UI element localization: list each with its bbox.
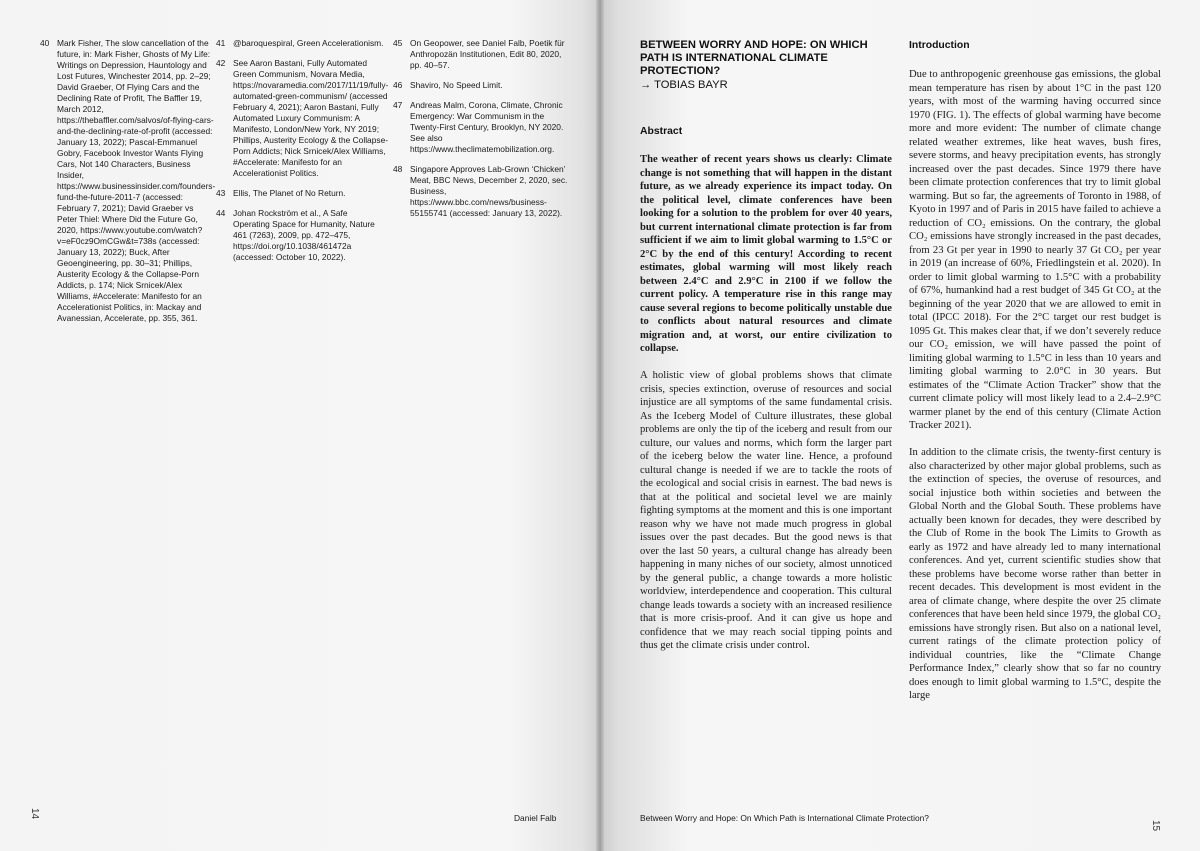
footnote-text: See Aaron Bastani, Fully Automated Green Communism, Novara Media, https://novaramedia.com/2017/11/19/fully-automated-green-communism/ (accessed February 4, 2021); Aaron Bastani, Fully Automated Luxury Communism: A Manifesto, London/New York, NY 2019; Phillips, Austerity Ecology & the Collapse-Porn Addicts; Nick Srnicek/Alex Williams, #Accelerate: Manifesto for an Accelerationist Politics. [233,58,389,178]
footnote-number: 40 [40,38,50,48]
notes-column-1 [40,38,216,333]
footnote-number: 46 [393,80,403,90]
footnote [216,208,384,263]
footnote [216,188,384,199]
article-title: BETWEEN WORRY AND HOPE: ON WHICH PATH IS INTERNATIONAL CLIMATE PROTECTION? [640,39,868,77]
footnote-number: 45 [393,38,403,48]
footnote-text: Mark Fisher, The slow cancellation of the future, in: Mark Fisher, Ghosts of My Life: Writings on Depression, Hauntology and Lost Futures, Winchester 2014, pp. 2–29; David Graeber, Of Flying Cars and the Declining Rate of Profit, The Baffler 19, March 2012, https://thebaffler.com/salvos/of-flying-cars-and-the-declining-rate-of-profit (accessed: January 13, 2022); Pascal-Emmanuel Gobry, Facebook Investor Wants Flying Cars, Not 140 Characters, Business Insider, https://www.businessinsider.com/founders-fund-the-future-2011-7 (accessed: February 7, 2021); David Graeber vs Peter Thiel: Where Did the Future Go, 2020, https://www.youtube.com/watch?v=eF0cz9OmCGw&t=738s (accessed: January 13, 2022); Buck, After Geoengineering, pp. 30–31; Phillips, Austerity Ecology & the Collapse-Porn Addicts, p. 174; Nick Srnicek/Alex Williams, #Accelerate: Manifesto for an Accelerationist Politics, in: Mackay and Avanessian, Accelerate, pp. 355, 361. [57,38,216,323]
introduction-heading: Introduction [909,40,970,51]
footnote-text: @baroquespiral, Green Accelerationism. [233,38,384,48]
footnote [393,38,569,71]
notes-column-3 [393,38,569,228]
abstract-paragraph: The weather of recent years shows us clearly: Climate change is not something that will happen in the distant future, as we already experience its impact today. On the political level, climate conferences have been looking for a solution to the problem for over 40 years, but current international climate protection is far from sufficient if we aim to limit global warming to 1.5°C or 2°C by the end of this century! According to recent estimates, global warming will most likely reach between 2.4°C and 2.9°C in 2100 if we follow the current policy. A temperature rise in this range may cause several regions to become politically unstable due to conflicts about natural resources and climate migration and, at worst, our entire civilization to collapse. [640,154,892,354]
footnote [216,58,389,179]
footnote [393,100,569,155]
footnote-text: Singapore Approves Lab-Grown ‘Chicken’ Meat, BBC News, December 2, 2020, sec. Business, https://www.bbc.com/news/business-55155741 (accessed: January 13, 2022). [410,164,568,218]
abstract-paragraph: A holistic view of global problems shows that climate crisis, species extinction, overuse of resources and social injustice are all symptoms of the same fundamental crisis. As the Iceberg Model of Culture illustrates, these global problems are only the tip of the iceberg and result from our culture, our values and norms, which form the larger part of the iceberg below the water line. Hence, a profound cultural change is needed if we are to tackle the roots of the ecological and social crisis in earnest. The bad news is that at the political and societal level we are mainly fighting symptoms at the moment and this is one important reason why we have not made much progress in global issues over the past decades. But the good news is that over the last 50 years, a cultural change has already been happening in many niches of our society, almost unnoticed by the general public, a change towards a more holistic worldview, interdependence and cooperation. This cultural change leads towards a society with an increased resilience that is more crisis-proof. And it can give us hope and confidence that we may reach social tipping points and thus get the climate crisis under control. [640,370,892,651]
page-number-right: 15 [1150,820,1161,832]
abstract-heading: Abstract [640,126,683,137]
footnote [393,164,569,219]
introduction-body [909,68,1161,716]
footnote-number: 48 [393,164,403,174]
footnote-number: 42 [216,58,226,68]
footnote-number: 41 [216,38,226,48]
article-author: → TOBIAS BAYR [640,79,728,91]
book-gutter [596,0,604,851]
running-head-left: Daniel Falb [514,813,557,823]
footnote [393,80,569,91]
footnote-number: 44 [216,208,226,218]
abstract-body [640,153,892,666]
footnote-text: Ellis, The Planet of No Return. [233,188,346,198]
footnote-text: On Geopower, see Daniel Falb, Poetik für Anthropozän Institutionen, Edit 80, 2020, pp. 40–57. [410,38,565,70]
footnote-text: Johan Rockström et al., A Safe Operating Space for Humanity, Nature 461 (7263), 2009, pp. 472–475, https://doi.org/10.1038/461472a (accessed: October 10, 2022). [233,208,375,262]
notes-column-2 [216,38,389,272]
page-number-left: 14 [29,808,40,820]
footnote-text: Andreas Malm, Corona, Climate, Chronic Emergency: War Communism in the Twenty-First Century, Brooklyn, NY 2020. See also https://www.theclimatemobilization.org. [410,100,564,154]
footnote-number: 43 [216,188,226,198]
footnote-number: 47 [393,100,403,110]
introduction-paragraph: In addition to the climate crisis, the twenty-first century is also characterized by other major global problems, such as the extinction of species, the overuse of resources, and social injustice both within societies and between the Global North and the Global South. These problems have actually been known for decades, they were described by the Club of Rome in the book The Limits to Growth as early as 1972 and have already led to many international conferences. And yet, current scientific studies show that these problems have become worse rather than better in recent decades. This development is most evident in the area of climate change, where despite the over 25 climate conferences that have been held since 1979, the global CO₂ emissions have strongly risen. But also on a national level, current ratings of the climate protection policy of individual countries, like the “Climate Change Performance Index,” clearly show that so far no country does enough to limit global warming to 1.5°C, despite the large [909,447,1161,701]
running-head-right: Between Worry and Hope: On Which Path is International Climate Protection? [640,813,929,823]
footnote [40,38,216,324]
footnote-text: Shaviro, No Speed Limit. [410,80,503,90]
footnote [216,38,384,49]
introduction-paragraph: Due to anthropogenic greenhouse gas emissions, the global mean temperature has risen by about 1°C in the past 120 years, with most of the warming having occurred since 1970 (FIG. 1). The effects of global warming have become more and more evident: The number of climate change related weather extremes, like heat waves, bush fires, severe storms, and heavy precipitation events, has strongly increased over the past decades. Since 1979 there have been climate protection conferences that try to limit global warming. But so far, the agreements of Toronto in 1988, of Kyoto in 1997 and of Paris in 2015 have failed to achieve a reduction of CO₂ emissions. On the contrary, the global CO₂ emissions have strongly increased in the past decades, from 23 Gt per year in 1990 to nearly 37 Gt CO₂ per year in 2019 (an increase of 60%, Friedlingstein et al. 2020). In order to limit global warming to 1.5°C with a probability of 67%, humankind had a rest budget of 345 Gt CO₂ at the beginning of the year 2020 that we are allowed to emit in total (IPCC 2018). For the 2°C target our rest budget is 1095 Gt. This makes clear that, if we don’t severely reduce our CO₂ emission, we will have passed the point of limiting global warming to 1.5°C in less than 10 years and limiting global warming to 2.0°C in 30 years. But estimates of the “Climate Action Tracker” show that the current climate policy will most likely lead to a 2.4–2.9°C warmer planet by the end of this century (Climate Action Tracker 2021). [909,69,1161,431]
